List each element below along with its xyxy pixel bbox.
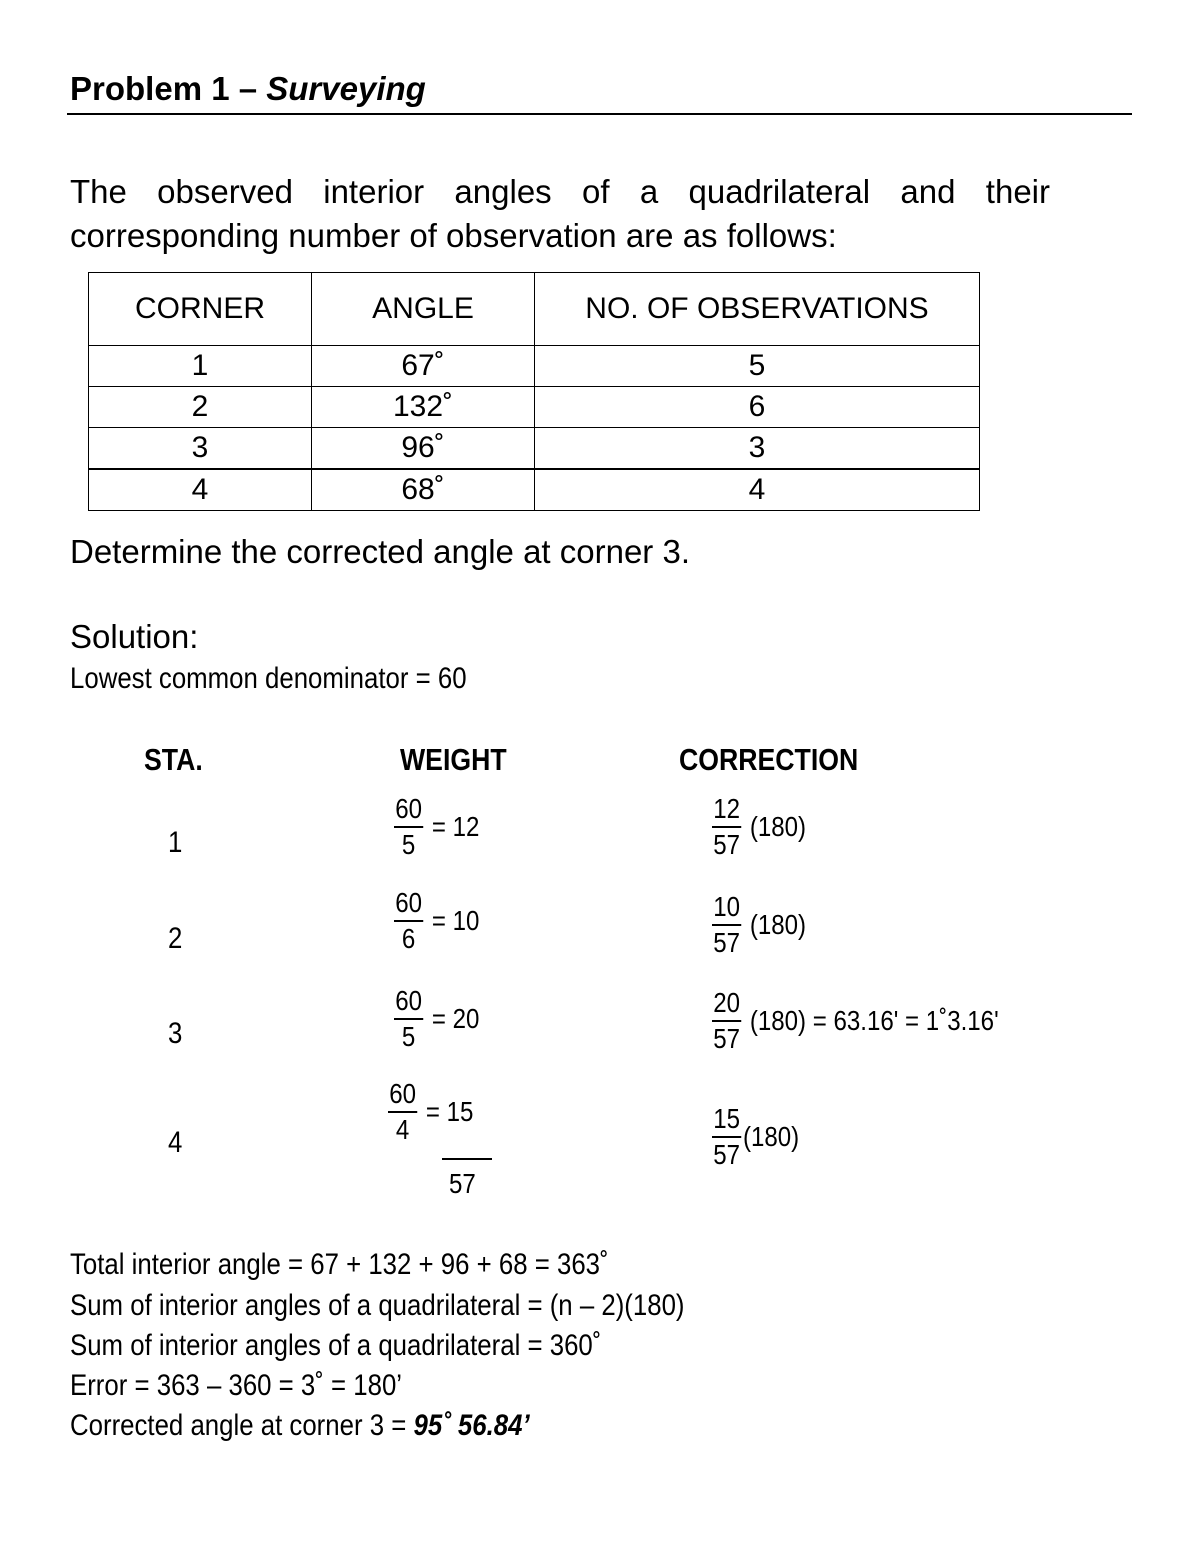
calc-error: Error = 363 – 360 = 3˚ = 180’ [70, 1369, 403, 1402]
table-header-row [89, 273, 980, 346]
correction-2 [712, 890, 806, 960]
solution-label: Solution: [70, 618, 199, 655]
correction-expr: (180) [742, 1121, 800, 1152]
intro-line-2: corresponding number of observation are as follows: [70, 217, 837, 254]
cell-angle: 96˚ [312, 428, 535, 470]
weight-result: = 10 [431, 905, 480, 936]
cell-observations: 4 [535, 469, 980, 511]
cell-observations: 6 [535, 387, 980, 428]
table-row [89, 387, 980, 428]
correction-3 [712, 986, 999, 1056]
sta-3: 3 [168, 1017, 183, 1050]
intro-line-1: The observed interior angles of a quadrilateral and their [70, 173, 1050, 210]
intro-paragraph [70, 170, 1050, 258]
table-row [89, 469, 980, 511]
weight-sum-line [442, 1158, 492, 1160]
weight-sum: 57 [449, 1168, 476, 1199]
col-header-observations: NO. OF OBSERVATIONS [535, 273, 980, 346]
correction-expr: (180) [749, 811, 807, 842]
correction-den: 57 [713, 1139, 741, 1170]
weight-2 [394, 886, 479, 956]
cell-corner: 1 [89, 346, 312, 387]
calc-sum-formula: Sum of interior angles of a quadrilateral = (n – 2)(180) [70, 1289, 685, 1322]
weight-den: 4 [395, 1114, 410, 1145]
heading-prefix: Problem 1 – [70, 70, 267, 107]
problem-heading [70, 70, 426, 108]
weight-result: = 15 [425, 1096, 474, 1127]
cell-corner: 3 [89, 428, 312, 470]
corrected-angle-label: Corrected angle at corner 3 = [70, 1409, 414, 1442]
col-header-corner: CORNER [89, 273, 312, 346]
heading-subject: Surveying [266, 70, 426, 107]
cell-angle: 68˚ [312, 469, 535, 511]
cell-observations: 5 [535, 346, 980, 387]
question-text: Determine the corrected angle at corner 3. [70, 533, 690, 570]
correction-num: 20 [713, 987, 741, 1018]
correction-expr: (180) = 63.16' = 1˚3.16' [749, 1005, 999, 1036]
observations-table [88, 272, 980, 511]
cell-observations: 3 [535, 428, 980, 470]
weight-result: = 12 [431, 811, 480, 842]
weight-num: 60 [395, 985, 423, 1016]
correction-num: 12 [713, 793, 741, 824]
weight-num: 60 [389, 1078, 417, 1109]
sta-4: 4 [168, 1126, 183, 1159]
lcd-line: Lowest common denominator = 60 [70, 662, 467, 695]
header-weight: WEIGHT [400, 742, 507, 777]
calc-corrected-angle [70, 1406, 530, 1446]
weight-1 [394, 792, 479, 862]
header-sta: STA. [144, 742, 203, 777]
header-correction: CORRECTION [679, 742, 859, 777]
correction-den: 57 [713, 829, 741, 860]
weight-den: 6 [401, 923, 416, 954]
weight-den: 5 [401, 1021, 416, 1052]
weight-result: = 20 [431, 1003, 480, 1034]
correction-den: 57 [713, 1023, 741, 1054]
correction-den: 57 [713, 927, 741, 958]
weight-num: 60 [395, 793, 423, 824]
calc-total-angle: Total interior angle = 67 + 132 + 96 + 68 = 363˚ [70, 1248, 609, 1281]
weight-4 [388, 1077, 473, 1147]
correction-1 [712, 792, 806, 862]
cell-angle: 132˚ [312, 387, 535, 428]
correction-4 [712, 1102, 799, 1172]
table-row [89, 346, 980, 387]
col-header-angle: ANGLE [312, 273, 535, 346]
heading-rule [67, 113, 1132, 115]
correction-expr: (180) [749, 909, 807, 940]
correction-num: 15 [713, 1103, 741, 1134]
cell-corner: 4 [89, 469, 312, 511]
calc-sum-value: Sum of interior angles of a quadrilateral = 360˚ [70, 1329, 602, 1362]
cell-angle: 67˚ [312, 346, 535, 387]
sta-1: 1 [168, 826, 183, 859]
weight-num: 60 [395, 887, 423, 918]
weight-3 [394, 984, 479, 1054]
table-row [89, 428, 980, 470]
sta-2: 2 [168, 922, 183, 955]
corrected-angle-answer: 95˚ 56.84’ [413, 1409, 530, 1442]
correction-num: 10 [713, 891, 741, 922]
weight-den: 5 [401, 829, 416, 860]
cell-corner: 2 [89, 387, 312, 428]
